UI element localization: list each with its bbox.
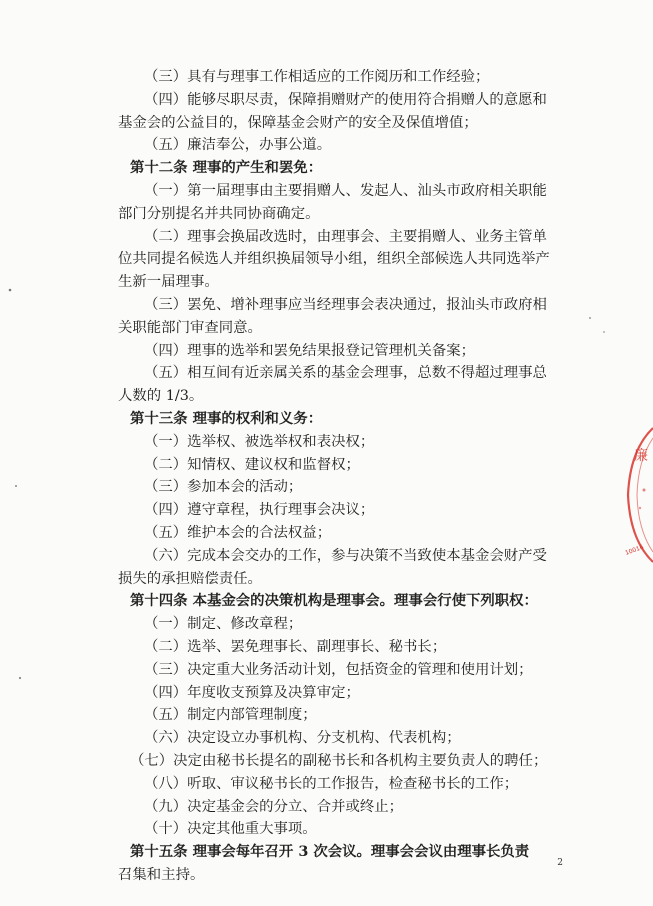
text-line: （二）知情权、建议权和监督权；	[144, 456, 360, 473]
stamp-char: 廉	[634, 448, 648, 464]
text-line: （六）完成本会交办的工作，参与决策不当致使本基金会财产受	[144, 547, 547, 564]
article-heading: 第十四条 本基金会的决策机构是理事会。理事会行使下列职权：	[130, 592, 538, 610]
text-line: 基金会的公益目的，保障基金会财产的安全及保值增值；	[118, 114, 478, 131]
text-line: 召集和主持。	[118, 866, 205, 883]
text-line: （三）罢免、增补理事应当经理事会表决通过，报汕头市政府相	[144, 296, 547, 313]
seal-stamp-graphic	[618, 420, 653, 570]
stamp-digits: 10016	[624, 543, 645, 557]
article-heading: 第十三条 理事的权利和义务：	[130, 409, 323, 427]
text-line: 关职能部门审查同意。	[118, 319, 262, 336]
text-line: （七）决定由秘书长提名的副秘书长和各机构主要负责人的聘任；	[130, 752, 548, 769]
text-line: （六）决定设立办事机构、分支机构、代表机构；	[144, 730, 461, 747]
text-line: （一）第一届理事由主要捐赠人、发起人、汕头市政府相关职能	[144, 182, 547, 199]
text-line: （五）廉洁奉公，办事公道。	[144, 137, 332, 154]
document-body	[118, 66, 570, 887]
text-line: （八）听取、审议秘书长的工作报告，检查秘书长的工作；	[144, 775, 519, 792]
page-number: 2	[557, 858, 563, 868]
text-line: （四）能够尽职尽责，保障捐赠财产的使用符合捐赠人的意愿和	[144, 91, 547, 108]
text-line: （四）年度收支预算及决算审定；	[144, 684, 360, 701]
text-line: 损失的承担赔偿责任。	[118, 570, 262, 587]
text-line: （五）制定内部管理制度；	[144, 707, 317, 724]
text-line: （五）维护本会的合法权益；	[144, 524, 332, 541]
text-line: （十）决定其他重大事项。	[144, 821, 317, 838]
text-line: （四）理事的选举和罢免结果报登记管理机关备案；	[144, 342, 475, 359]
text-line: （三）具有与理事工作相适应的工作阅历和工作经验；	[144, 69, 490, 85]
text-line: （四）遵守章程，执行理事会决议；	[144, 502, 375, 519]
seal-stamp-fragment	[618, 420, 653, 570]
text-line: （一）制定、修改章程；	[144, 616, 303, 633]
text-line: （五）相互间有近亲属关系的基金会理事，总数不得超过理事总	[144, 365, 547, 382]
text-line: （九）决定基金会的分立、合并或终止；	[144, 798, 404, 815]
text-line: 人数的 1/3。	[118, 388, 204, 405]
article-heading: 第十五条 理事会每年召开 3 次会议。理事会会议由理事长负责	[130, 843, 530, 861]
text-line: （三）决定重大业务活动计划，包括资金的管理和使用计划；	[144, 661, 533, 678]
text-line: 生新一届理事。	[118, 274, 219, 291]
text-line: 部门分别提名并共同协商确定。	[118, 205, 320, 222]
text-line: 位共同提名候选人并组织换届领导小组，组织全部候选人共同选举产	[118, 251, 550, 268]
text-line: （一）选举权、被选举权和表决权；	[144, 433, 375, 450]
text-line: （三）参加本会的活动；	[144, 479, 303, 496]
article-heading: 第十二条 理事的产生和罢免：	[130, 159, 323, 177]
text-line: （二）选举、罢免理事长、副理事长、秘书长；	[144, 638, 447, 655]
text-line: （二）理事会换届改选时，由理事会、主要捐赠人、业务主管单	[144, 228, 547, 245]
